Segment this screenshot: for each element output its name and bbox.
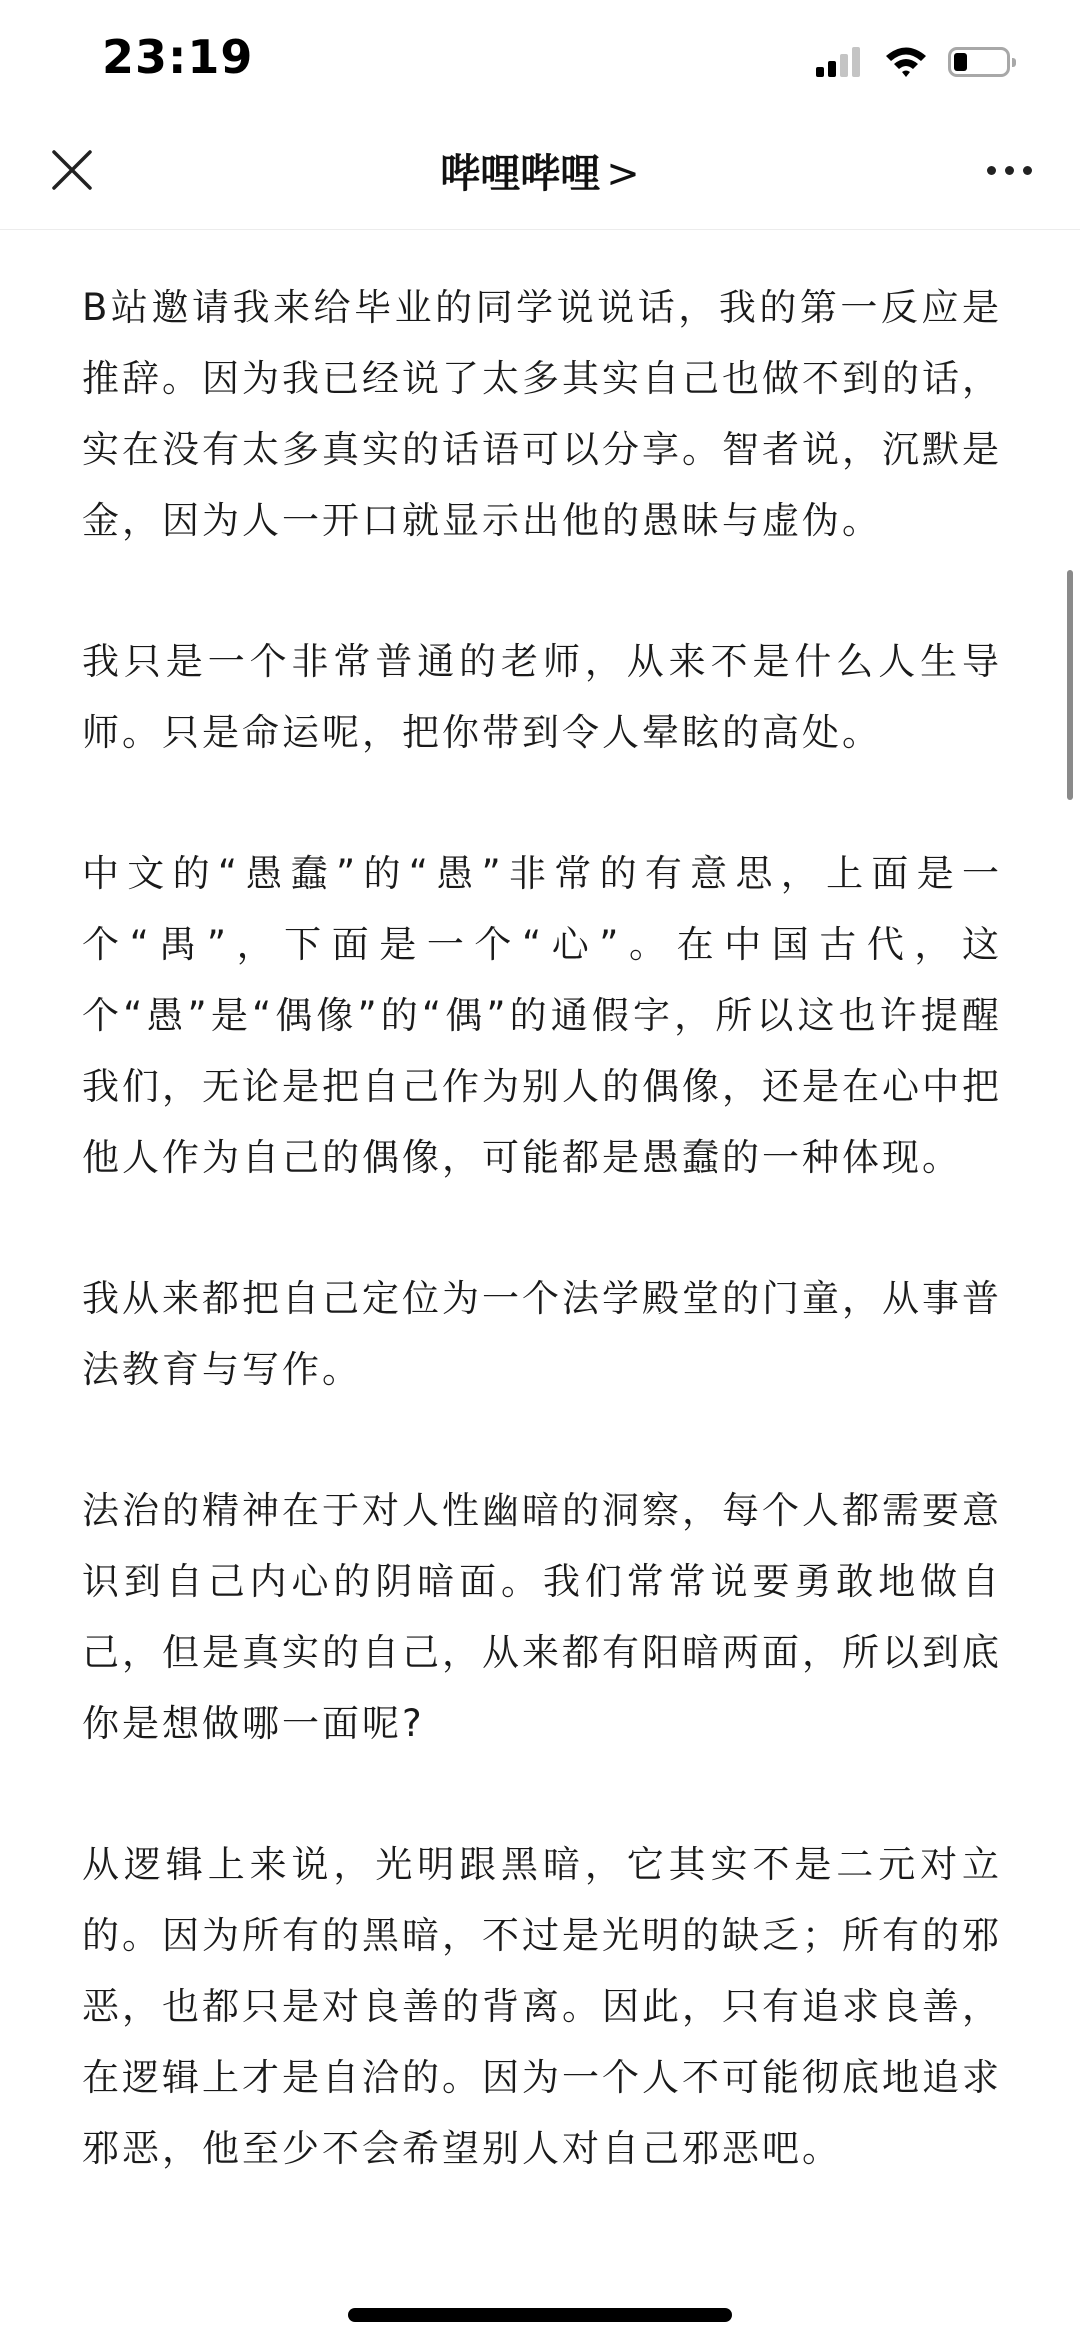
article-body xyxy=(82,272,1002,2254)
article-paragraph: 中文的“愚蠢”的“愚”非常的有意思，上面是一个“禺”，下面是一个“心”。在中国古代，这个“愚”是“偶像”的“偶”的通假字，所以这也许提醒我们，无论是把自己作为别人的偶像，还是在心中把他人作为自己的偶像，可能都是愚蠢的一种体现。 xyxy=(82,852,1002,1179)
article-paragraph: 法治的精神在于对人性幽暗的洞察，每个人都需要意识到自己内心的阴暗面。我们常常说要勇敢地做自己，但是真实的自己，从来都有阳暗两面，所以到底你是想做哪一面呢? xyxy=(82,1489,1002,1745)
status-time: 23:19 xyxy=(102,30,254,84)
article-paragraph: 从逻辑上来说，光明跟黑暗，它其实不是二元对立的。因为所有的黑暗，不过是光明的缺乏；所有的邪恶，也都只是对良善的背离。因此，只有追求良善，在逻辑上才是自洽的。因为一个人不可能彻底地追求邪恶，他至少不会希望别人对自己邪恶吧。 xyxy=(82,1843,1002,2170)
signal-icon xyxy=(816,47,864,77)
more-icon[interactable] xyxy=(978,166,1032,175)
wifi-icon xyxy=(884,45,928,79)
scroll-indicator[interactable] xyxy=(1067,570,1073,800)
article-paragraph: B站邀请我来给毕业的同学说说话，我的第一反应是推辞。因为我已经说了太多其实自己也做不到的话，实在没有太多真实的话语可以分享。智者说，沉默是金，因为人一开口就显示出他的愚昧与虚伪。 xyxy=(82,286,1002,542)
account-title-link[interactable] xyxy=(0,142,1080,199)
battery-icon xyxy=(948,47,1010,77)
article-paragraph: 我只是一个非常普通的老师，从来不是什么人生导师。只是命运呢，把你带到令人晕眩的高处。 xyxy=(82,640,1002,754)
nav-bar xyxy=(0,120,1080,230)
chevron-right-icon: > xyxy=(606,151,640,197)
status-bar xyxy=(0,0,1080,120)
article-paragraph: 我从来都把自己定位为一个法学殿堂的门童，从事普法教育与写作。 xyxy=(82,1277,1002,1391)
page-title: 哔哩哔哩 xyxy=(440,151,601,197)
status-icons xyxy=(816,44,1010,80)
home-indicator[interactable] xyxy=(348,2308,732,2322)
